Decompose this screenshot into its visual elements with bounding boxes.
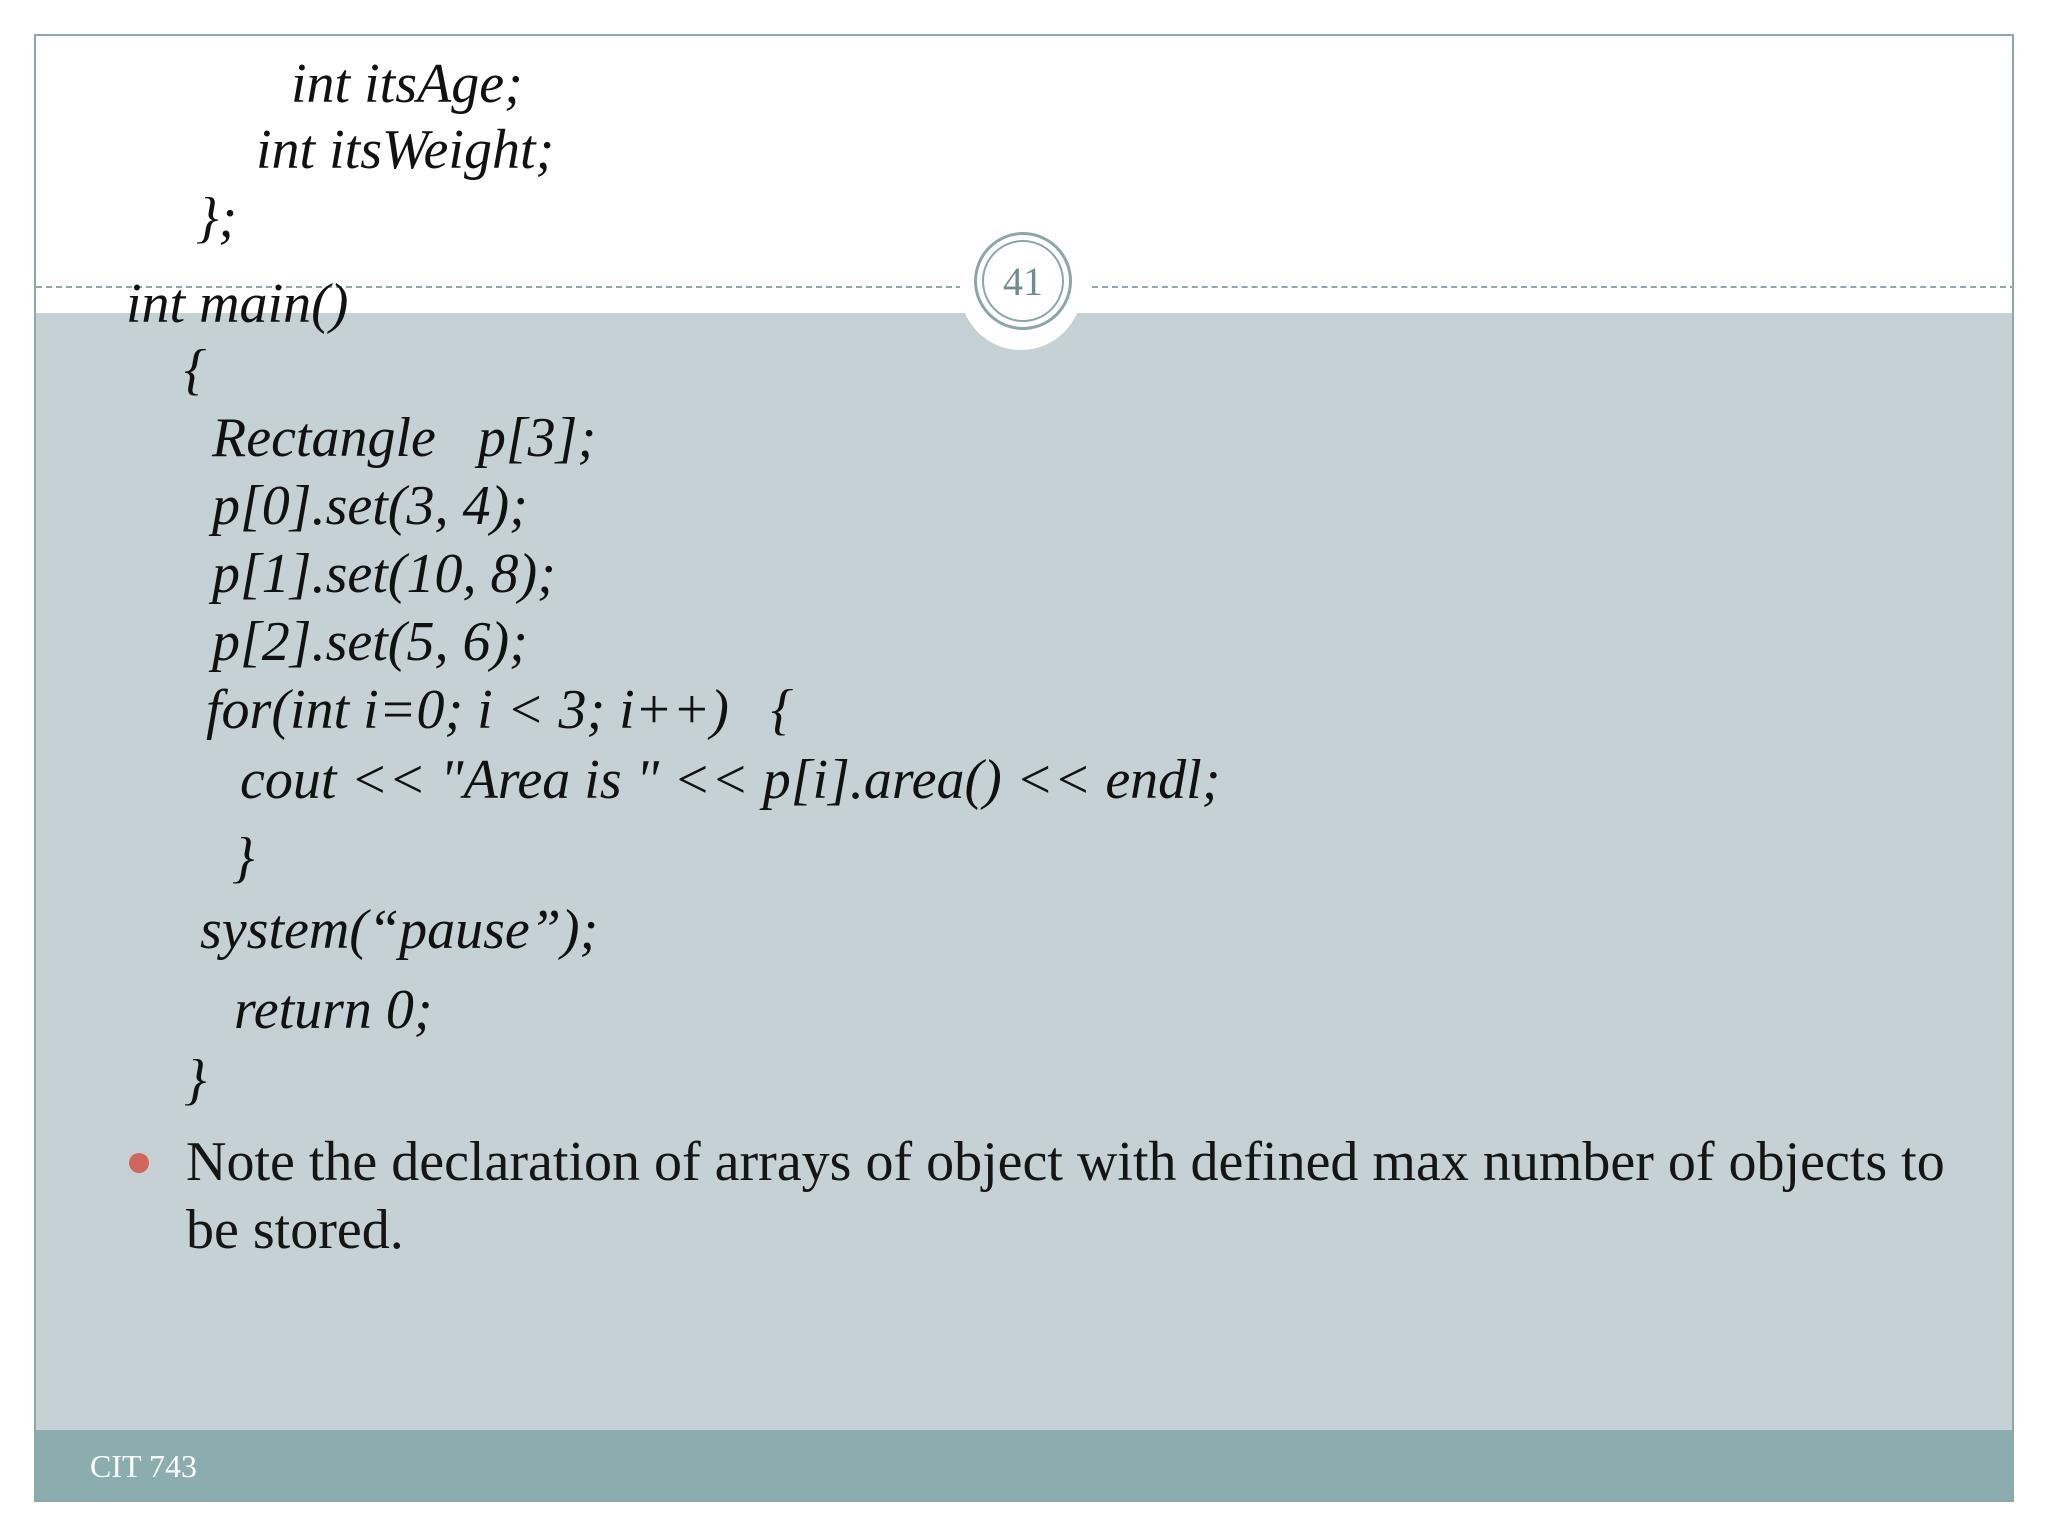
- code-line: };: [196, 187, 238, 249]
- code-line: {: [184, 339, 207, 401]
- code-line: }: [232, 827, 255, 889]
- code-line: int itsAge;: [291, 53, 523, 115]
- code-line: system(“pause”);: [200, 899, 599, 961]
- footer-bar: [36, 1430, 2012, 1500]
- code-line: int itsWeight;: [256, 119, 555, 181]
- code-line: Rectangle p[3];: [212, 407, 597, 469]
- code-line: p[2].set(5, 6);: [212, 611, 528, 673]
- code-line: for(int i=0; i < 3; i++) {: [206, 679, 794, 741]
- code-line: p[1].set(10, 8);: [212, 543, 556, 605]
- code-line: return 0;: [234, 979, 433, 1041]
- code-line: p[0].set(3, 4);: [212, 475, 528, 537]
- page-number: 41: [982, 240, 1064, 322]
- bullet-note: Note the declaration of arrays of object with defined max number of objects to be stored.: [186, 1131, 1945, 1261]
- code-line: int main(): [126, 273, 349, 335]
- divider-line-right: [1092, 286, 2014, 288]
- bullet-icon: [129, 1153, 149, 1173]
- slide: [34, 34, 2014, 1502]
- footer-course-code: CIT 743: [90, 1448, 197, 1484]
- code-line: cout << "Area is " << p[i].area() << endl;: [240, 749, 1221, 811]
- code-line: }: [184, 1049, 207, 1111]
